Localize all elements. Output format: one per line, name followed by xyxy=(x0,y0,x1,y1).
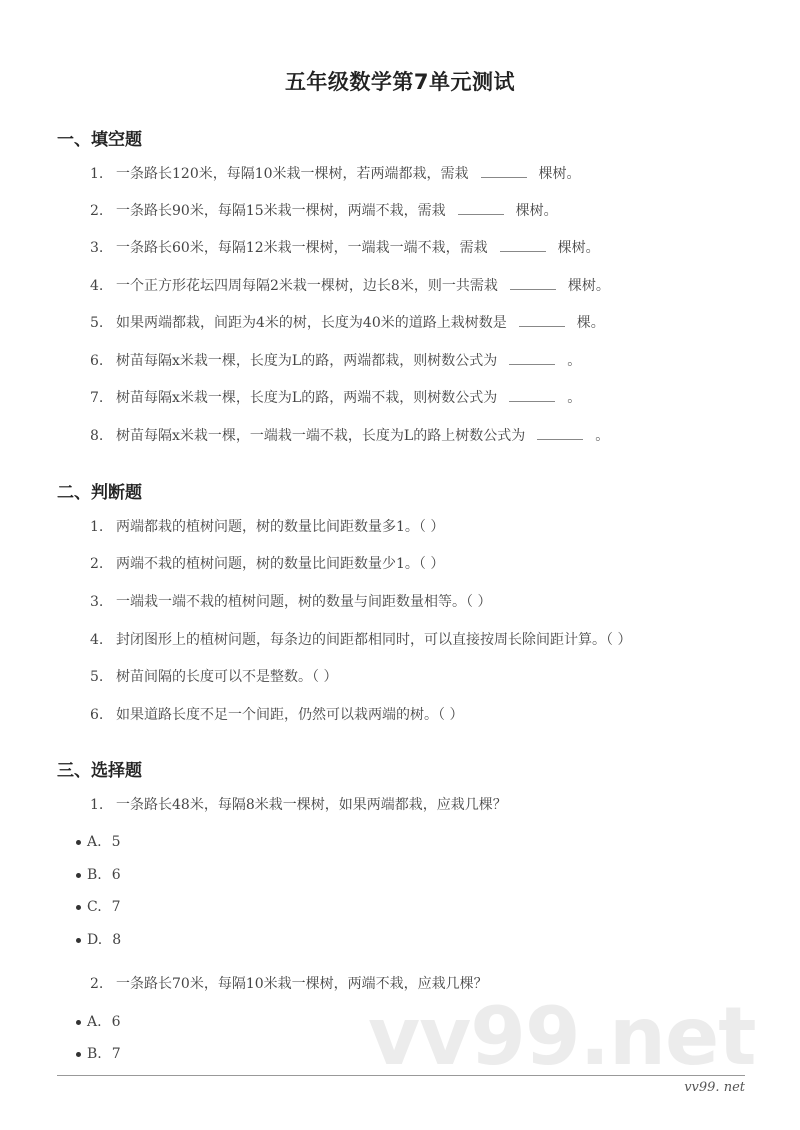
choice-option-c[interactable] xyxy=(76,897,121,917)
item-text-after: 棵树。 xyxy=(567,278,610,294)
true-false-item xyxy=(90,592,491,612)
choice-question xyxy=(90,974,488,994)
item-number: 1. xyxy=(90,797,104,813)
option-label: A. xyxy=(87,1014,102,1030)
option-value: 7 xyxy=(111,899,121,915)
item-text: 树苗每隔x米栽一棵，长度为L的路，两端都栽，则树数公式为 xyxy=(116,353,498,369)
fill-blank-item xyxy=(90,313,605,333)
bullet-icon xyxy=(76,1020,81,1025)
item-number: 1. xyxy=(90,519,104,535)
answer-blank[interactable] xyxy=(519,314,565,327)
fill-blank-item xyxy=(90,276,610,296)
answer-blank[interactable] xyxy=(510,277,556,290)
item-number: 2. xyxy=(90,203,104,219)
section-heading-multiple-choice: 三、选择题 xyxy=(57,761,142,781)
choice-question xyxy=(90,795,507,815)
item-text: 两端都栽的植树问题，树的数量比间距数量多1。（ ） xyxy=(116,519,445,535)
fill-blank-item xyxy=(90,426,609,446)
item-text: 一端栽一端不栽的植树问题，树的数量与间距数量相等。（ ） xyxy=(116,594,492,610)
bullet-icon xyxy=(76,1052,81,1057)
item-text-after: 棵树。 xyxy=(515,203,558,219)
option-value: 7 xyxy=(111,1046,121,1062)
option-label: D. xyxy=(87,932,103,948)
answer-blank[interactable] xyxy=(509,352,555,365)
bullet-icon xyxy=(76,905,81,910)
bullet-icon xyxy=(76,840,81,845)
item-number: 3. xyxy=(90,594,104,610)
item-text-after: 。 xyxy=(567,353,582,369)
item-text: 一条路长60米，每隔12米栽一棵树，一端栽一端不栽，需栽 xyxy=(116,240,488,256)
fill-blank-item xyxy=(90,201,558,221)
true-false-item xyxy=(90,667,337,687)
item-text-after: 棵。 xyxy=(576,315,605,331)
question-text: 一条路长70米，每隔10米栽一棵树，两端不栽，应栽几棵？ xyxy=(116,976,488,992)
item-text: 封闭图形上的植树问题，每条边的间距都相同时，可以直接按周长除间距计算。（ ） xyxy=(116,632,632,648)
item-number: 4. xyxy=(90,278,104,294)
item-text-after: 棵树。 xyxy=(557,240,600,256)
fill-blank-item xyxy=(90,388,581,408)
item-text: 一条路长120米，每隔10米栽一棵树，若两端都栽，需栽 xyxy=(116,166,469,182)
fill-blank-item xyxy=(90,351,581,371)
item-number: 3. xyxy=(90,240,104,256)
option-value: 5 xyxy=(111,834,121,850)
answer-blank[interactable] xyxy=(509,389,555,402)
answer-blank[interactable] xyxy=(481,165,527,178)
answer-blank[interactable] xyxy=(458,202,504,215)
bullet-icon xyxy=(76,873,81,878)
true-false-item xyxy=(90,705,463,725)
choice-option-d[interactable] xyxy=(76,930,121,950)
option-value: 6 xyxy=(111,867,121,883)
true-false-item xyxy=(90,630,631,650)
choice-option-b[interactable] xyxy=(76,1044,121,1064)
item-text: 树苗间隔的长度可以不是整数。（ ） xyxy=(116,669,338,685)
footer-divider xyxy=(57,1075,745,1076)
option-value: 6 xyxy=(111,1014,121,1030)
bullet-icon xyxy=(76,938,81,943)
option-label: C. xyxy=(87,899,102,915)
option-label: B. xyxy=(87,867,102,883)
item-number: 5. xyxy=(90,315,104,331)
item-number: 5. xyxy=(90,669,104,685)
item-number: 6. xyxy=(90,707,104,723)
item-text-after: 棵树。 xyxy=(538,166,581,182)
item-text: 如果道路长度不足一个间距，仍然可以栽两端的树。（ ） xyxy=(116,707,464,723)
option-value: 8 xyxy=(112,932,122,948)
watermark: vv99.net xyxy=(368,990,756,1083)
item-number: 2. xyxy=(90,976,104,992)
question-text: 一条路长48米，每隔8米栽一棵树，如果两端都栽，应栽几棵？ xyxy=(116,797,507,813)
item-number: 8. xyxy=(90,428,104,444)
document-title: 五年级数学第7单元测试 xyxy=(284,70,516,94)
true-false-item xyxy=(90,517,444,537)
section-heading-true-false: 二、判断题 xyxy=(57,483,142,503)
item-text-after: 。 xyxy=(595,428,610,444)
item-text: 一个正方形花坛四周每隔2米栽一棵树，边长8米，则一共需栽 xyxy=(116,278,498,294)
true-false-item xyxy=(90,554,444,574)
item-text: 一条路长90米，每隔15米栽一棵树，两端不栽，需栽 xyxy=(116,203,446,219)
fill-blank-item xyxy=(90,238,600,258)
item-number: 4. xyxy=(90,632,104,648)
choice-option-a[interactable] xyxy=(76,1012,120,1032)
choice-option-b[interactable] xyxy=(76,865,121,885)
footer-site-label: vv99. net xyxy=(684,1080,745,1095)
choice-option-a[interactable] xyxy=(76,832,120,852)
answer-blank[interactable] xyxy=(537,427,583,440)
fill-blank-item xyxy=(90,164,581,184)
option-label: B. xyxy=(87,1046,102,1062)
item-text: 两端不栽的植树问题，树的数量比间距数量少1。（ ） xyxy=(116,556,445,572)
item-number: 6. xyxy=(90,353,104,369)
item-text: 如果两端都栽，间距为4米的树，长度为40米的道路上栽树数是 xyxy=(116,315,507,331)
answer-blank[interactable] xyxy=(500,239,546,252)
item-number: 1. xyxy=(90,166,104,182)
item-text: 树苗每隔x米栽一棵，一端栽一端不栽，长度为L的路上树数公式为 xyxy=(116,428,526,444)
option-label: A. xyxy=(87,834,102,850)
item-text: 树苗每隔x米栽一棵，长度为L的路，两端不栽，则树数公式为 xyxy=(116,390,498,406)
section-heading-fill-blank: 一、填空题 xyxy=(57,130,142,150)
item-text-after: 。 xyxy=(567,390,582,406)
item-number: 7. xyxy=(90,390,104,406)
item-number: 2. xyxy=(90,556,104,572)
